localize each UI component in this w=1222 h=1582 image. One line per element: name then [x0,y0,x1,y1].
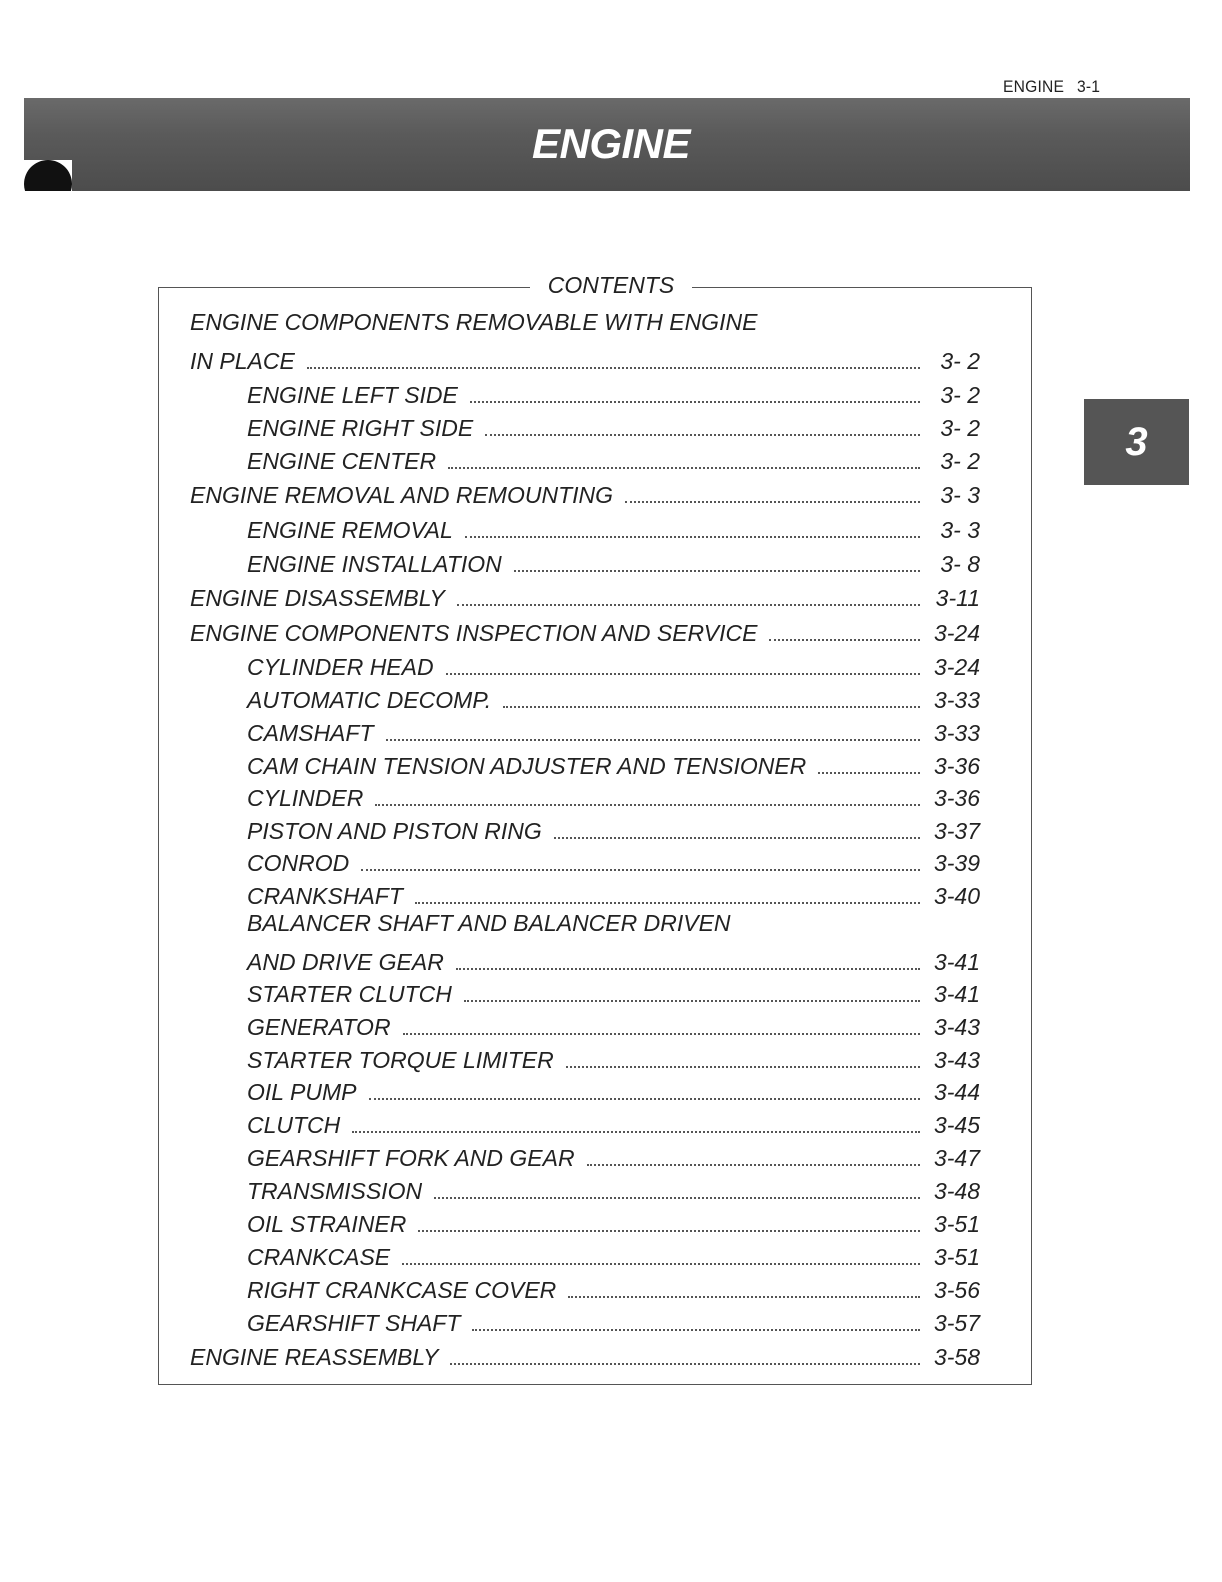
toc-leader-dots [485,434,920,436]
toc-entry-label: GEARSHIFT FORK AND GEAR [247,1145,575,1171]
toc-entry-page: 3-58 [933,1344,980,1370]
toc-entry[interactable] [247,844,980,877]
toc-entry[interactable] [247,1271,980,1304]
toc-entry-label: BALANCER SHAFT AND BALANCER DRIVEN [247,910,731,936]
toc-entry-label: CRANKSHAFT [247,883,403,909]
toc-entry[interactable] [247,1304,980,1337]
toc-entry[interactable] [247,910,731,943]
toc-leader-dots [587,1164,920,1166]
running-header [1003,77,1100,97]
toc-entry-page: 3-39 [933,850,980,876]
toc-entry[interactable] [190,1338,980,1371]
toc-leader-dots [470,401,920,403]
toc-entry-page: 3-41 [933,981,980,1007]
toc-entry-label: ENGINE LEFT SIDE [247,382,458,408]
toc-entry-page: 3-37 [933,818,980,844]
toc-entry[interactable] [247,747,980,780]
toc-entry-label: STARTER CLUTCH [247,981,452,1007]
toc-entry-label: CYLINDER HEAD [247,654,434,680]
toc-leader-dots [464,1000,920,1002]
toc-leader-dots [503,706,920,708]
toc-entry[interactable] [247,681,980,714]
toc-leader-dots [361,869,920,871]
toc-entry-label: CONROD [247,850,350,876]
toc-entry-page: 3-47 [933,1145,980,1171]
toc-entry-label: ENGINE RIGHT SIDE [247,415,474,441]
toc-entry-page: 3-43 [933,1014,980,1040]
toc-entry[interactable] [190,309,757,342]
toc-entry-page: 3-57 [933,1310,980,1336]
toc-leader-dots [456,968,920,970]
toc-entry-label: AND DRIVE GEAR [247,949,444,975]
toc-entry[interactable] [247,943,980,976]
running-header-page-number: 3-1 [1076,77,1101,96]
running-header-section: ENGINE [1003,77,1065,96]
toc-leader-dots [434,1197,920,1199]
toc-entry-page: 3- 2 [940,348,980,374]
toc-entry-label: GEARSHIFT SHAFT [247,1310,461,1336]
toc-entry-page: 3-36 [933,753,980,779]
toc-entry[interactable] [247,511,980,544]
toc-entry-label: CLUTCH [247,1112,341,1138]
toc-entry-label: ENGINE COMPONENTS REMOVABLE WITH ENGINE [190,309,758,335]
toc-entry-page: 3- 2 [940,382,980,408]
toc-entry-page: 3- 3 [940,482,980,508]
toc-entry-page: 3-24 [933,620,980,646]
toc-entry-label: ENGINE REASSEMBLY [190,1344,439,1370]
toc-entry[interactable] [190,342,980,375]
toc-leader-dots [375,804,920,806]
toc-entry-page: 3-40 [933,883,980,909]
toc-entry[interactable] [190,476,980,509]
toc-entry-label: OIL PUMP [247,1079,357,1105]
toc-entry-page: 3- 8 [940,551,980,577]
toc-entry-label: ENGINE DISASSEMBLY [190,585,445,611]
toc-entry-label: STARTER TORQUE LIMITER [247,1047,554,1073]
toc-entry[interactable] [247,1106,980,1139]
toc-entry[interactable] [247,409,980,442]
toc-entry[interactable] [247,648,980,681]
toc-entry-label: AUTOMATIC DECOMP. [247,687,492,713]
toc-entry-page: 3-48 [933,1178,980,1204]
toc-entry-page: 3- 2 [940,415,980,441]
toc-leader-dots [769,639,920,641]
toc-entry-label: OIL STRAINER [247,1211,407,1237]
toc-entry-page: 3-51 [933,1244,980,1270]
toc-leader-dots [415,902,920,904]
toc-entry-label: ENGINE INSTALLATION [247,551,502,577]
toc-entry[interactable] [247,1041,980,1074]
toc-leader-dots [818,772,920,774]
toc-entry-label: CAMSHAFT [247,720,374,746]
toc-leader-dots [307,367,920,369]
chapter-tab-number: 3 [1125,420,1148,464]
toc-entry-page: 3-44 [933,1079,980,1105]
toc-entry-label: PISTON AND PISTON RING [247,818,542,844]
toc-entry-page: 3-24 [933,654,980,680]
toc-leader-dots [566,1066,920,1068]
toc-entry-page: 3- 2 [940,448,980,474]
toc-entry-label: GENERATOR [247,1014,391,1040]
toc-entry[interactable] [247,545,980,578]
toc-entry-page: 3-56 [933,1277,980,1303]
toc-entry[interactable] [247,1172,980,1205]
toc-leader-dots [448,467,920,469]
toc-entry[interactable] [247,1238,980,1271]
toc-leader-dots [352,1131,920,1133]
toc-entry-page: 3-33 [933,720,980,746]
toc-entry[interactable] [190,579,980,612]
chapter-tab [1084,399,1189,485]
toc-leader-dots [446,673,920,675]
toc-entry-label: CYLINDER [247,785,364,811]
toc-entry-page: 3-41 [933,949,980,975]
chapter-title: ENGINE [531,120,691,167]
toc-entry[interactable] [247,442,980,475]
toc-entry-label: CAM CHAIN TENSION ADJUSTER AND TENSIONER [247,753,807,779]
toc-entry-label: ENGINE REMOVAL [247,517,453,543]
toc-leader-dots [386,739,921,741]
toc-leader-dots [465,536,920,538]
toc-entry[interactable] [247,714,980,747]
toc-leader-dots [369,1098,921,1100]
toc-entry[interactable] [247,1008,980,1041]
toc-leader-dots [457,604,920,606]
toc-entry[interactable] [247,812,980,845]
toc-entry[interactable] [247,779,980,812]
toc-entry-label: ENGINE REMOVAL AND REMOUNTING [190,482,614,508]
toc-leader-dots [568,1296,920,1298]
toc-entry-label: ENGINE COMPONENTS INSPECTION AND SERVICE [190,620,758,646]
toc-entry-label: ENGINE CENTER [247,448,437,474]
toc-entry[interactable] [247,877,980,910]
toc-leader-dots [514,570,920,572]
toc-leader-dots [450,1363,920,1365]
toc-entry[interactable] [247,1073,980,1106]
toc-entry-page: 3-43 [933,1047,980,1073]
toc-entry-page: 3- 3 [940,517,980,543]
toc-leader-dots [472,1329,920,1331]
toc-entry-label: TRANSMISSION [247,1178,423,1204]
toc-entry-page: 3-11 [935,585,980,611]
toc-leader-dots [625,501,920,503]
toc-entry[interactable] [247,1139,980,1172]
toc-entry-page: 3-36 [933,785,980,811]
contents-heading [0,272,1222,299]
toc-entry-page: 3-51 [933,1211,980,1237]
toc-entry[interactable] [190,614,980,647]
toc-entry[interactable] [247,1205,980,1238]
toc-entry[interactable] [247,376,980,409]
contents-heading-text: CONTENTS [530,272,693,298]
toc-leader-dots [403,1033,920,1035]
toc-entry-label: IN PLACE [190,348,295,374]
toc-entry[interactable] [247,975,980,1008]
toc-leader-dots [418,1230,920,1232]
toc-entry-page: 3-45 [933,1112,980,1138]
toc-entry-page: 3-33 [933,687,980,713]
toc-leader-dots [402,1263,920,1265]
toc-entry-label: CRANKCASE [247,1244,391,1270]
toc-leader-dots [554,837,920,839]
toc-entry-label: RIGHT CRANKCASE COVER [247,1277,557,1303]
